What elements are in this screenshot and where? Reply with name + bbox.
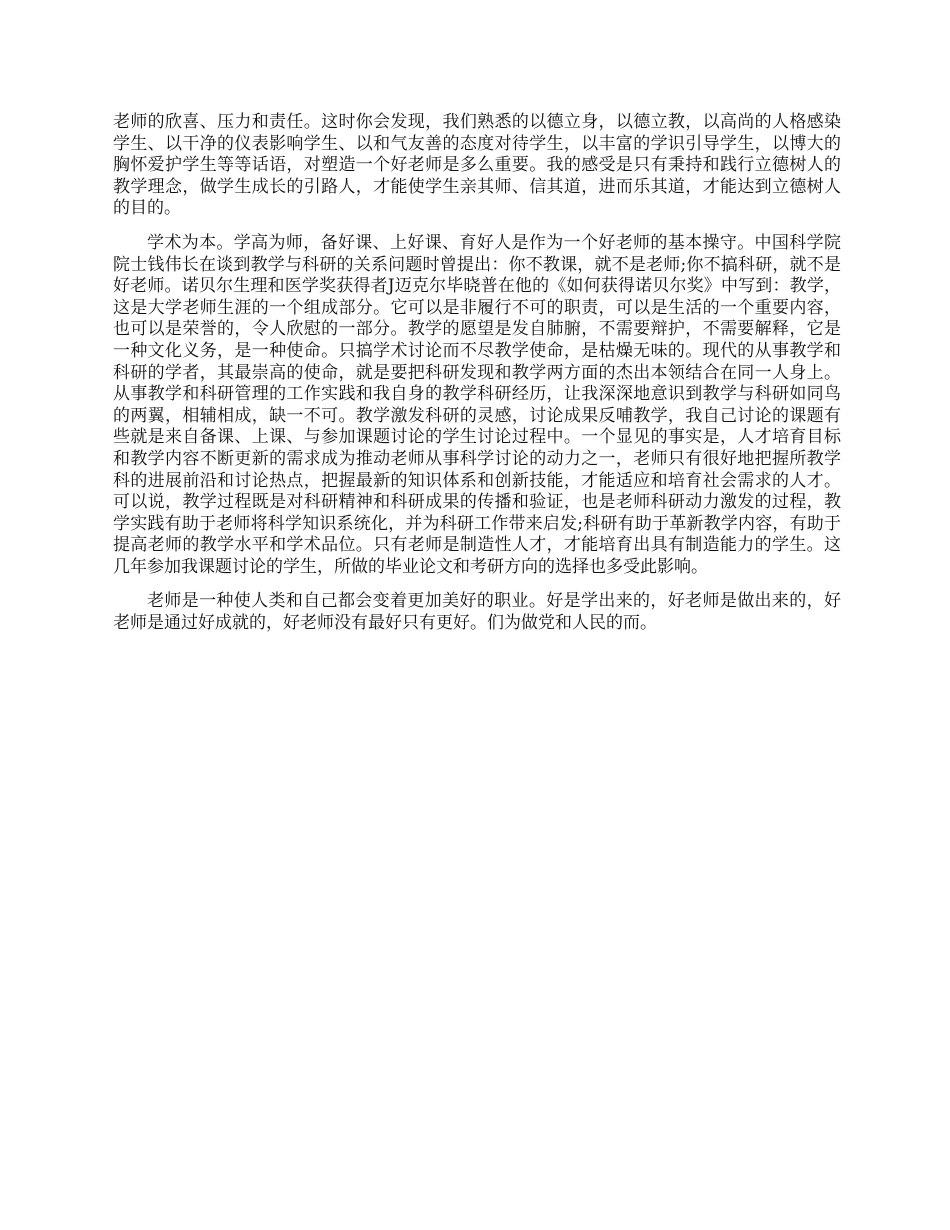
document-page [113,112,841,648]
paragraph-3: 老师是一种使人类和自己都会变着更加美好的职业。好是学出来的，好老师是做出来的，好老师是通过好成就的，好老师没有最好只有更好。们为做党和人民的而。 [113,591,841,634]
paragraph-2: 学术为本。学高为师，备好课、上好课、育好人是作为一个好老师的基本操守。中国科学院院士钱伟长在谈到教学与科研的关系问题时曾提出：你不教课，就不是老师;你不搞科研，就不是好老师。诺贝尔生理和医学奖获得者J迈克尔毕晓普在他的《如何获得诺贝尔奖》中写到：教学，这是大学老师生涯的一个组成部分。它可以是非履行不可的职责，可以是生活的一个重要内容，也可以是荣誉的，令人欣慰的一部分。教学的愿望是发自肺腑，不需要辩护，不需要解释，它是一种文化义务，是一种使命。只搞学术讨论而不尽教学使命，是枯燥无味的。现代的从事教学和科研的学者，其最崇高的使命，就是要把科研发现和教学两方面的杰出本领结合在同一人身上。从事教学和科研管理的工作实践和我自身的教学科研经历，让我深深地意识到教学与科研如同鸟的两翼，相辅相成，缺一不可。教学激发科研的灵感，讨论成果反哺教学，我自己讨论的课题有些就是来自备课、上课、与参加课题讨论的学生讨论过程中。一个显见的事实是，人才培育目标和教学内容不断更新的需求成为推动老师从事科学讨论的动力之一，老师只有很好地把握所教学科的进展前沿和讨论热点，把握最新的知识体系和创新技能，才能适应和培育社会需求的人才。可以说，教学过程既是对科研精神和科研成果的传播和验证，也是老师科研动力激发的过程，教学实践有助于老师将科学知识系统化，并为科研工作带来启发;科研有助于革新教学内容，有助于提高老师的教学水平和学术品位。只有老师是制造性人才，才能培育出具有制造能力的学生。这几年参加我课题讨论的学生，所做的毕业论文和考研方向的选择也多受此影响。 [113,232,841,577]
paragraph-1: 老师的欣喜、压力和责任。这时你会发现，我们熟悉的以德立身，以德立教，以高尚的人格感染学生、以干净的仪表影响学生、以和气友善的态度对待学生，以丰富的学识引导学生，以博大的胸怀爱护学生等等话语，对塑造一个好老师是多么重要。我的感受是只有秉持和践行立德树人的教学理念，做学生成长的引路人，才能使学生亲其师、信其道，进而乐其道，才能达到立德树人的目的。 [113,112,841,219]
